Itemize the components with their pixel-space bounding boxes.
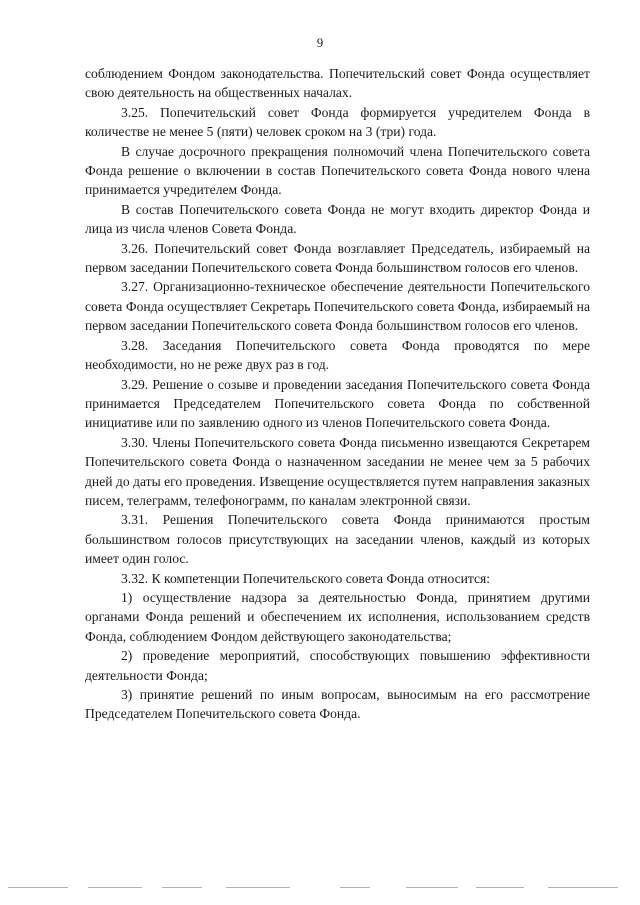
paragraph: 3.30. Члены Попечительского совета Фонда письменно извещаются Секретарем Попечительского совета Фонда о назначенном заседании не менее чем за 5 рабочих дней до даты его проведения. Извещение осуществляется путем направления заказных писем, телеграмм, телефонограмм, по каналам электронной связи. [85,434,590,508]
paragraph: 3.32. К компетенции Попечительского совета Фонда относится: [121,570,491,586]
paragraph: 3.26. Попечительский совет Фонда возглавляет Председатель, избираемый на первом заседании Попечительского совета Фонда большинством голосов его членов. [85,240,590,276]
paragraph: В состав Попечительского совета Фонда не могут входить директор Фонда и лица из числа членов Совета Фонда. [85,201,590,237]
paragraph: 2) проведение мероприятий, способствующих повышению эффективности деятельности Фонда; [85,648,590,683]
paragraph: В случае досрочного прекращения полномочий члена Попечительского совета Фонда решение о включении в состав Попечительского совета Фонда нового члена принимается учредителем Фонда. [85,143,590,198]
paragraph: 3.29. Решение о созыве и проведении заседания Попечительского совета Фонда принимается Председателем Попечительского совета Фонда по собственной инициативе или по заявлению одного из членов Попечительского совета Фонда. [85,376,590,431]
paragraph: 1) осуществление надзора за деятельностью Фонда, принятием другими органами Фонда решений и обеспечением их исполнения, использованием средств Фонда, соблюдением Фондом действующего законодательства; [85,589,590,644]
document-body [85,64,590,724]
paragraph: 3.25. Попечительский совет Фонда формируется учредителем Фонда в количестве не менее 5 (пяти) человек сроком на 3 (три) года. [85,104,590,140]
page-number: 9 [316,36,324,50]
scan-artifact-line [0,885,640,891]
paragraph: 3.31. Решения Попечительского совета Фонда принимаются простым большинством голосов присутствующих на заседании членов, каждый из которых имеет один голос. [85,512,590,567]
paragraph: 3.27. Организационно-техническое обеспечение деятельности Попечительского совета Фонда осуществляет Секретарь Попечительского совета Фонда, избираемый на первом заседании Попечительского совета Фонда большинством голосов его членов. [85,279,590,334]
paragraph: 3) принятие решений по иным вопросам, выносимым на его рассмотрение Председателем Попечительского совета Фонда. [85,687,590,722]
paragraph: 3.28. Заседания Попечительского совета Фонда проводятся по мере необходимости, но не реже двух раз в год. [85,337,590,373]
paragraph: соблюдением Фондом законодательства. Попечительский совет Фонда осуществляет свою деятельность на общественных началах. [85,66,590,101]
